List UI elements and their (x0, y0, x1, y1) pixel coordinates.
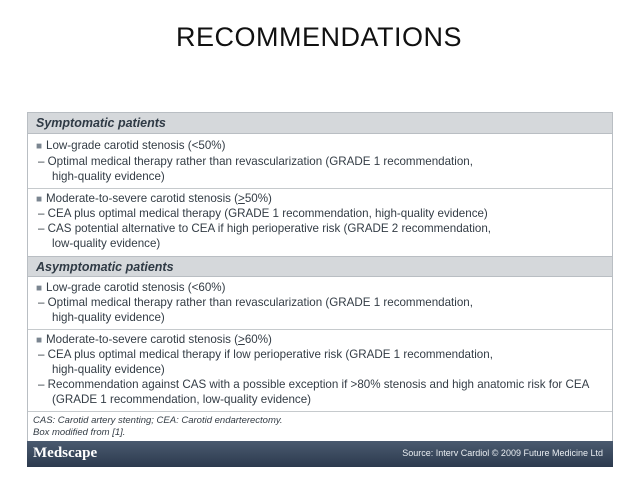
row-divider (28, 329, 612, 330)
bullet-item (28, 333, 272, 348)
bullet-icon: ■ (36, 283, 43, 294)
sub-item-continued: high-quality evidence) (52, 363, 165, 376)
section-header-asymptomatic: Asymptomatic patients (28, 256, 612, 277)
row-divider (28, 188, 612, 189)
section-header-symptomatic: Symptomatic patients (28, 113, 612, 134)
sub-item: – CEA plus optimal medical therapy (GRADE 1 recommendation, high-quality evidence) (38, 207, 488, 220)
footer-bar (27, 441, 613, 467)
bullet-text-prefix: Moderate-to-severe carotid stenosis ( (46, 333, 239, 346)
bullet-icon: ■ (36, 141, 43, 152)
row-divider (28, 411, 612, 412)
sub-item: – Optimal medical therapy rather than revascularization (GRADE 1 recommendation, (38, 296, 473, 309)
sub-item-continued: high-quality evidence) (52, 311, 165, 324)
sub-item: – Optimal medical therapy rather than revascularization (GRADE 1 recommendation, (38, 155, 473, 168)
sub-item: – CAS potential alternative to CEA if high perioperative risk (GRADE 2 recommendation, (38, 222, 492, 235)
bullet-icon: ■ (36, 335, 43, 346)
bullet-icon: ■ (36, 194, 43, 205)
bullet-text-suffix: 60%) (244, 333, 272, 346)
bullet-item (28, 139, 225, 154)
footnote-source: Box modified from [1]. (33, 427, 126, 438)
sub-item-continued: (GRADE 1 recommendation, low-quality evidence) (52, 393, 312, 406)
sub-item: – Recommendation against CAS with a possible exception if >80% stenosis and high anatomic risk for CEA (38, 378, 590, 391)
bullet-text: Low-grade carotid stenosis (<60%) (46, 281, 226, 294)
bullet-item (28, 192, 272, 207)
recommendations-box (27, 112, 613, 454)
slide-title: RECOMMENDATIONS (175, 22, 462, 52)
bullet-text-suffix: 50%) (244, 192, 272, 205)
sub-item-continued: low-quality evidence) (52, 237, 161, 250)
greater-equal-symbol: > (238, 333, 245, 346)
source-credit: Source: Interv Cardiol © 2009 Future Medicine Ltd (402, 448, 603, 458)
greater-equal-symbol: > (238, 192, 245, 205)
bullet-text-prefix: Moderate-to-severe carotid stenosis ( (46, 192, 239, 205)
sub-item-continued: high-quality evidence) (52, 170, 165, 183)
footnote-abbreviations: CAS: Carotid artery stenting; CEA: Carotid endarterectomy. (33, 415, 283, 426)
sub-item: – CEA plus optimal medical therapy if low perioperative risk (GRADE 1 recommendation, (38, 348, 493, 361)
bullet-text: Low-grade carotid stenosis (<50%) (46, 139, 226, 152)
medscape-logo: Medscape (33, 445, 98, 461)
bullet-item (28, 281, 225, 296)
